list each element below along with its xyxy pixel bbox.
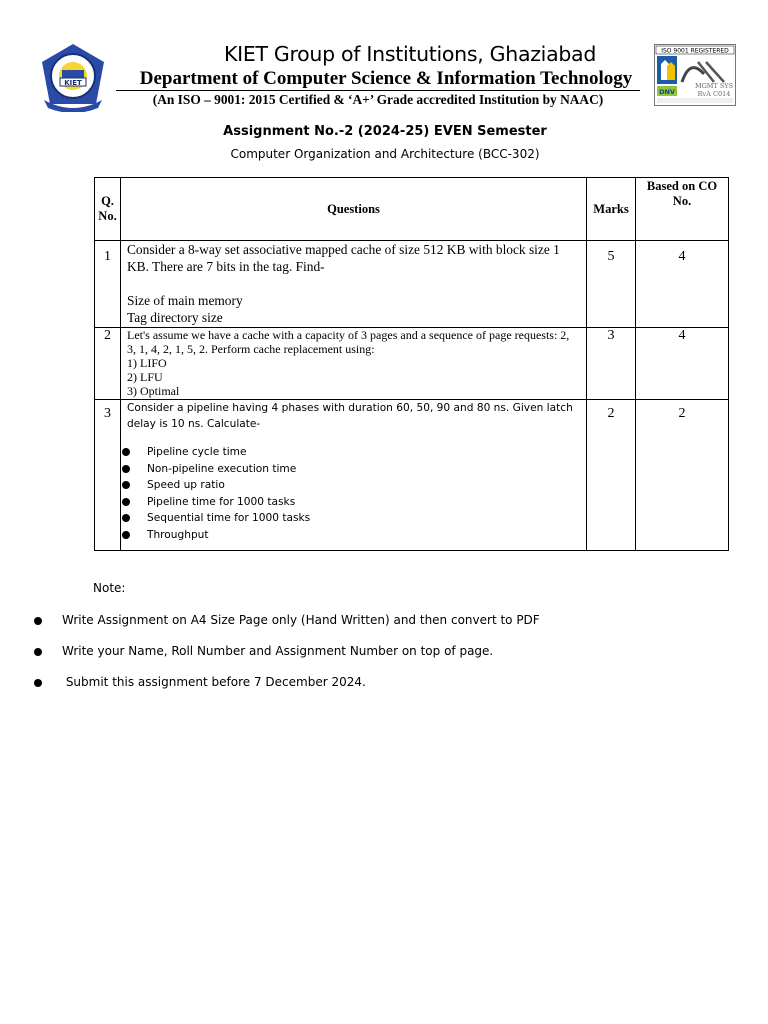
table-row [95,241,729,328]
bullet-icon [34,617,42,625]
course-name: Computer Organization and Architecture (BCC-302) [230,147,540,161]
list-item [121,510,580,527]
qno-header-line1: Q. [101,194,114,208]
qno-header-line2: No. [98,209,117,223]
question-marks: 5 [587,241,636,328]
note-item-text: Write Assignment on A4 Size Page only (Hand Written) and then convert to PDF [62,613,540,627]
bullet-icon [34,648,42,656]
bullet-icon [122,481,130,489]
list-item [121,461,580,478]
assignment-title: Assignment No.-2 (2024-25) EVEN Semester [223,124,547,139]
list-item-label: Throughput [147,528,209,541]
bullet-icon [122,465,130,473]
question-bullet-list [121,444,580,544]
kiet-logo-text: KIET [64,79,82,87]
list-item [121,494,580,511]
institution-name: KIET Group of Institutions, Ghaziabad [223,42,597,66]
accreditation-line: (An ISO – 9001: 2015 Certified & ‘A+’ Grade accredited Institution by NAAC) [152,92,604,107]
svg-text:RvA C014: RvA C014 [697,90,731,98]
list-item-label: Speed up ratio [147,479,225,492]
table-row [95,400,729,551]
question-text [121,241,587,328]
bullet-icon [122,531,130,539]
co-header [636,178,729,241]
question-co: 4 [636,241,729,328]
qno-header [95,178,121,241]
header-divider [116,90,640,91]
list-item-label: Pipeline time for 1000 tasks [147,495,296,508]
question-co: 4 [636,328,729,400]
list-item [121,444,580,461]
list-item-label: Pipeline cycle time [147,446,247,458]
bullet-icon [122,498,130,506]
question-text [121,328,587,400]
bullet-icon [122,448,130,456]
co-header-line2: No. [672,194,692,208]
kiet-logo [38,42,108,112]
question-option: 1) LIFO [127,356,167,370]
list-item-label: Sequential time for 1000 tasks [147,512,311,525]
list-item [121,477,580,494]
co-header-line1: Based on CO [646,179,718,193]
svg-text:MGMT SYS: MGMT SYS [694,82,734,90]
bullet-icon [34,679,42,687]
question-text [121,400,587,551]
note-label: Note: [93,581,126,595]
question-marks: 3 [587,328,636,400]
question-subpart: Tag directory size [127,310,223,325]
bullet-icon [122,514,130,522]
question-number: 1 [95,241,121,328]
question-option: 2) LFU [127,370,163,384]
list-item-label: Non-pipeline execution time [147,462,297,475]
list-item [121,527,580,544]
department-name: Department of Computer Science & Information Technology [139,68,633,89]
question-number: 2 [95,328,121,400]
question-option: 3) Optimal [127,384,180,398]
question-subpart: Size of main memory [127,293,243,308]
marks-header: Marks [587,178,636,241]
note-item-text: Write your Name, Roll Number and Assignment Number on top of page. [62,644,494,658]
question-number: 3 [95,400,121,551]
questions-table [94,177,729,551]
table-header-row [95,178,729,241]
iso-registered-text: ISO 9001 REGISTERED [661,47,729,55]
question-statement: Consider a pipeline having 4 phases with duration 60, 50, 90 and 80 ns. Given latch delay is 10 ns. Calculate- [127,402,573,430]
question-statement: Let's assume we have a cache with a capacity of 3 pages and a sequence of page requests: 2, 3, 1, 4, 2, 1, 5, 2. Perform cache replacement using: [127,328,570,356]
dnv-brand-text: DNV [659,88,675,96]
question-co: 2 [636,400,729,551]
note-item-text: Submit this assignment before 7 December 2024. [62,675,366,689]
questions-header: Questions [121,178,587,241]
question-statement: Consider a 8-way set associative mapped cache of size 512 KB with block size 1 KB. There are 7 bits in the tag. Find- [127,242,560,274]
question-marks: 2 [587,400,636,551]
table-row [95,328,729,400]
